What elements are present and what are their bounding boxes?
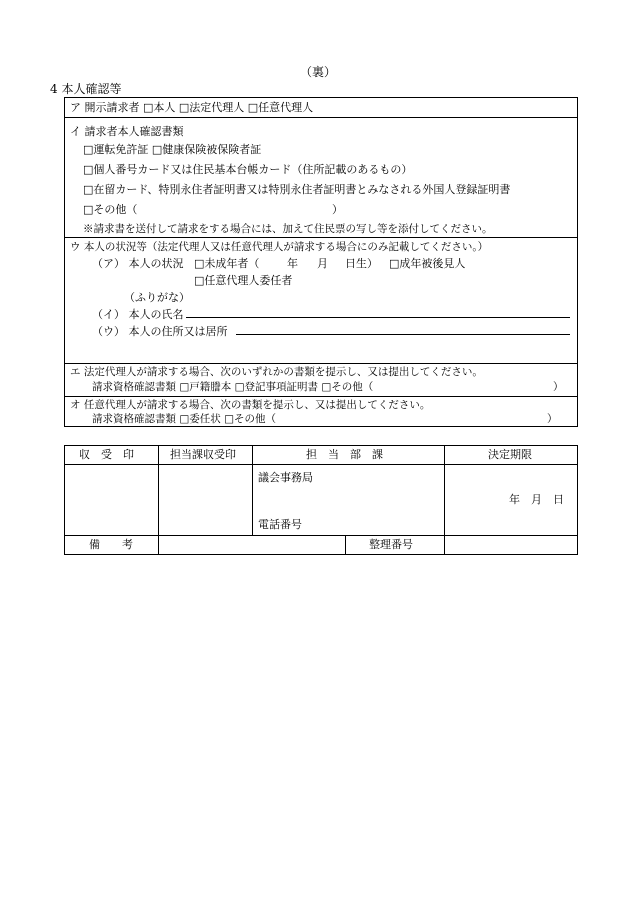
divider-a [64, 117, 578, 118]
deadline-date: 年 月 日 [509, 493, 564, 506]
voluntary-agent-instruction: オ 任意代理人が請求する場合、次の書類を提示し、又は提出してください。 [70, 399, 431, 411]
office-remarks-divider [64, 535, 578, 536]
office-header-divider [64, 464, 578, 465]
dept-receipt-stamp-header: 担当課収受印 [170, 448, 236, 461]
office-col-divider-1 [158, 445, 159, 555]
remarks-label: 備 考 [89, 538, 133, 551]
deadline-header: 決定期限 [488, 448, 532, 461]
office-col-divider-2 [252, 445, 253, 535]
principal-status-label: （ア） 本人の状況 [92, 257, 184, 270]
principal-address-label: （ウ） 本人の住所又は居所 [92, 325, 228, 338]
id-doc-other[interactable]: □その他（ [83, 203, 138, 216]
principal-name-label: （イ） 本人の氏名 [92, 308, 184, 321]
legal-agent-other-close: ） [553, 381, 564, 393]
birth-day-label: 日生） [345, 257, 378, 270]
divider-u [64, 363, 578, 364]
mail-request-note: ※請求書を送付して請求をする場合には、加えて住民票の写し等を添付してください。 [83, 223, 493, 235]
divider-e [64, 396, 578, 397]
delegator-checkbox[interactable]: □任意代理人委任者 [194, 274, 293, 287]
id-doc-mynumber[interactable]: □個人番号カード又は住民基本台帳カード（住所記載のあるもの） [83, 163, 413, 176]
principal-address-field[interactable] [236, 334, 570, 335]
dept-header: 担 当 部 課 [306, 448, 383, 461]
furigana-label: （ふりがな） [124, 291, 190, 304]
dept-name: 議会事務局 [258, 471, 313, 484]
id-doc-other-close: ） [332, 203, 343, 216]
requester-type-row[interactable]: ア 開示請求者 □本人 □法定代理人 □任意代理人 [70, 101, 314, 114]
voluntary-agent-docs-row[interactable]: 請求資格確認書類 □委任状 □その他（ [92, 413, 277, 425]
principal-name-field[interactable] [186, 317, 570, 318]
office-col-divider-3 [444, 445, 445, 555]
phone-label: 電話番号 [258, 518, 302, 531]
office-use-table [64, 445, 578, 555]
receipt-stamp-header: 収 受 印 [79, 448, 134, 461]
legal-agent-docs-row[interactable]: 請求資格確認書類 □戸籍謄本 □登記事項証明書 □その他（ [92, 381, 374, 393]
section-title: 4 本人確認等 [50, 82, 122, 96]
legal-agent-instruction: エ 法定代理人が請求する場合、次のいずれかの書類を提示し、又は提出してください。 [70, 366, 483, 378]
id-doc-residence-card[interactable]: □在留カード、特別永住者証明書又は特別永住者証明書とみなされる外国人登録証明書 [83, 183, 511, 196]
birth-year-label: 年 [287, 257, 298, 270]
id-doc-license-insurance[interactable]: □運転免許証 □健康保険被保険者証 [83, 143, 262, 156]
reference-number-label: 整理番号 [369, 538, 413, 551]
page-side-label: （裏） [300, 65, 337, 79]
minor-checkbox[interactable]: □未成年者（ [194, 257, 260, 270]
id-docs-title: イ 請求者本人確認書類 [70, 125, 184, 138]
principal-status-title: ウ 本人の状況等（法定代理人又は任意代理人が請求する場合にのみ記載してください。） [70, 241, 489, 253]
office-col-divider-4 [345, 535, 346, 555]
voluntary-agent-other-close: ） [547, 413, 558, 425]
adult-guardian-checkbox[interactable]: □成年被後見人 [389, 257, 466, 270]
divider-i [64, 237, 578, 238]
birth-month-label: 月 [317, 257, 328, 270]
